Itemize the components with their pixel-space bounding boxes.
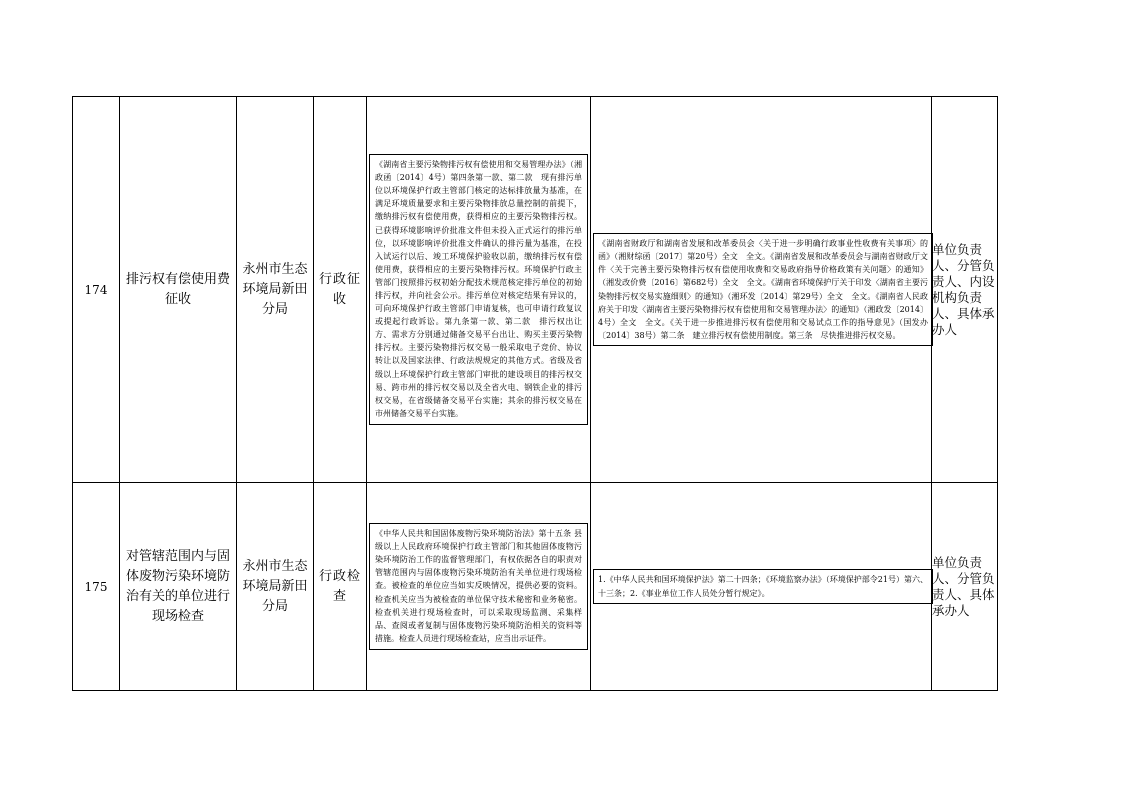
responsible-persons: 单位负责人、分管负责人、具体承办人 — [932, 483, 998, 691]
legal-basis-text: 《湖南省主要污染物排污权有偿使用和交易管理办法》（湘政函〔2014〕4号）第四条第一款、第二款 现有排污单位以环境保护行政主管部门核定的达标排放量为基准，在满足环境质量要求和主要污染物排放总量控制的前提下，缴纳排污权有偿使用费，获得相应的主要污染物排污权。已获得环境影响评价批准文件但未投入正式运行的排污单位，以环境影响评价批准文件确认的排污量为基准，在投入试运行以后、竣工环境保护验收以前，缴纳排污权有偿使用费，获得相应的主要污染物排污权。环境保护行政主管部门按照排污权初始分配技术规范核定排污单位的初始排污权，并向社会公示。排污单位对核定结果有异议的，可向环境保护行政主管部门申请复核，也可申请行政复议或提起行政诉讼。第九条第一款、第二款 排污权出让方、需求方分别通过储备交易平台出让、购买主要污染物排污权。主要污染物排污权交易一般采取电子竞价、协议转让以及国家法律、行政法规规定的其他方式。省级及省级以上环境保护行政主管部门审批的建设项目的排污权交易、跨市州的排污权交易以及全省火电、钢铁企业的排污权交易，在省级储备交易平台实施；其余的排污权交易在市州储备交易平台实施。 — [369, 154, 588, 425]
implementing-agency: 永州市生态环境局新田分局 — [237, 97, 314, 483]
power-type: 行政征收 — [314, 97, 367, 483]
accountability-basis-cell — [591, 483, 932, 691]
row-number: 175 — [73, 483, 120, 691]
table-row — [73, 483, 998, 691]
legal-basis-cell — [367, 483, 591, 691]
legal-basis-cell — [367, 97, 591, 483]
legal-basis-text: 《中华人民共和国固体废物污染环境防治法》第十五条 县级以上人民政府环境保护行政主管部门和其他固体废物污染环境防治工作的监督管理部门，有权依据各自的职责对管辖范围内与固体废物污染环境防治有关单位进行现场检查。被检查的单位应当如实反映情况，提供必要的资料。检查机关应当为被检查的单位保守技术秘密和业务秘密。检查机关进行现场检查时，可以采取现场监测、采集样品、查阅或者复制与固体废物污染环境防治相关的资料等措施。检查人员进行现场检查站，应当出示证件。 — [369, 523, 588, 650]
accountability-basis-text: 1.《中华人民共和国环境保护法》第二十四条；《环境监察办法》（环境保护部令21号）第六、十三条；2.《事业单位工作人员处分暂行规定》。 — [593, 569, 933, 603]
accountability-basis-text: 《湖南省财政厅和湖南省发展和改革委员会〈关于进一步明确行政事业性收费有关事项〉的函》（湘财综函〔2017〕第20号）全文 全文。《湖南省发展和改革委员会与湖南省财政厅文件〈关于完善主要污染物排污权有偿使用收费和交易政府指导价格政策有关问题〉的通知》（湘发改价费〔2016〕第682号）全文 全文。《湖南省环境保护厅关于印发〈湖南省主要污染物排污权交易实施细则〉的通知》（湘环发〔2014〕第29号）全文 全文。《湖南省人民政府关于印发〈湖南省主要污染物排污权有偿使用和交易管理办法〉的通知》（湘政发〔2014〕4号）全文 全文。《关于进一步推进排污权有偿使用和交易试点工作的指导意见》（国发办〔2014〕38号）第二条 建立排污权有偿使用制度。第三条 尽快推进排污权交易。 — [593, 233, 933, 346]
accountability-basis-cell — [591, 97, 932, 483]
implementing-agency: 永州市生态环境局新田分局 — [237, 483, 314, 691]
item-name: 对管辖范围内与固体废物污染环境防治有关的单位进行现场检查 — [120, 483, 237, 691]
row-number: 174 — [73, 97, 120, 483]
table-row — [73, 97, 998, 483]
power-list-table — [72, 96, 998, 691]
responsible-persons: 单位负责人、分管负责人、内设机构负责人、具体承办人 — [932, 97, 998, 483]
power-type: 行政检查 — [314, 483, 367, 691]
item-name: 排污权有偿使用费征收 — [120, 97, 237, 483]
